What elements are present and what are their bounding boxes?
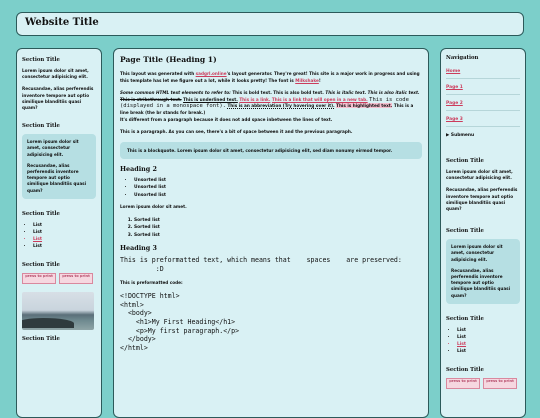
- left-blockquote: [22, 134, 96, 199]
- site-header: [16, 12, 524, 36]
- list-item: • Unsorted list: [134, 192, 422, 200]
- list-item: • List: [457, 334, 520, 341]
- left-section-text: Recusandae, alias perferendis inventore tempore aut optio similique blanditiis quasi quam?: [22, 86, 94, 111]
- right-section-title: Section Title: [446, 315, 484, 322]
- list-item: • Unsorted list: [134, 177, 422, 185]
- right-section-title: Section Title: [446, 158, 484, 164]
- left-section-title: Section Title: [22, 335, 60, 342]
- right-blockquote: [446, 239, 520, 304]
- font-link[interactable]: Milkshake: [295, 77, 319, 83]
- left-badges: [22, 273, 96, 284]
- right-badges: [446, 378, 520, 389]
- left-section-title: Section Title: [22, 261, 60, 268]
- list-item: • Unsorted list: [134, 184, 422, 192]
- unsorted-list: [120, 177, 422, 200]
- list-item: • List: [33, 243, 96, 250]
- list-item-link[interactable]: • List: [33, 236, 96, 243]
- list-item-link[interactable]: • List: [457, 341, 520, 348]
- highlighted-text: This is highlighted text.: [336, 103, 393, 109]
- page-title: Page Title (Heading 1): [120, 55, 217, 64]
- right-section-text: Lorem ipsum dolor sit amet, consectetur adipisicing elit.: [446, 169, 513, 181]
- lorem-line: Lorem ipsum dolor sit amet.: [120, 204, 187, 210]
- list-item: • List: [33, 229, 96, 236]
- heading-2: Heading 2: [120, 164, 157, 173]
- right-quote-text: Lorem ipsum dolor sit amet, consectetur adipisicing elit.: [451, 244, 503, 262]
- sample-link[interactable]: This is a link.: [239, 96, 271, 102]
- sorted-list: [120, 217, 422, 240]
- left-sidebar: [16, 48, 102, 418]
- list-item: • List: [457, 348, 520, 355]
- elements-intro: Some common HTML text elements to refer to:: [120, 90, 233, 96]
- press-badge[interactable]: press to print: [22, 273, 56, 284]
- nav-item-page-3[interactable]: Page 3: [446, 117, 520, 127]
- bold-text: This is bold text.: [232, 90, 272, 96]
- left-section-title: Section Title: [22, 210, 60, 217]
- intro-paragraph: This layout was generated with sadgrl.online's layout generator. They're great! This site is a major work in progress and using this template has let me figure out a lot, while it looks pretty! The font is Milkshake!: [120, 71, 420, 83]
- right-sidebar: [440, 48, 526, 418]
- second-paragraph: This is a paragraph. As you can see, there's a bit of space between it and the previous paragraph.: [120, 129, 353, 135]
- right-section-title: Section Title: [446, 228, 484, 235]
- strike-text: This is strikethrough text.: [120, 96, 182, 102]
- inline-code: This is code (displayed in a monospace font).: [120, 96, 409, 110]
- underline-text: This is underlined text.: [183, 96, 238, 102]
- elements-paragraph: [120, 90, 422, 123]
- left-quote-text: Recusandae, alias perferendis inventore tempore aut optio similique blanditiis quasi quam?: [27, 162, 87, 193]
- code-label: This is preformatted code:: [120, 279, 183, 285]
- nav-item-home[interactable]: Home: [446, 69, 520, 79]
- abbreviation[interactable]: This is an abbreviation (Try hovering over it).: [227, 103, 335, 109]
- list-item: • List: [457, 327, 520, 334]
- nav-item-page-1[interactable]: Page 1: [446, 85, 520, 95]
- submenu-toggle[interactable]: [446, 133, 520, 138]
- list-item: 1. Sorted list: [134, 217, 422, 225]
- left-section-text: Lorem ipsum dolor sit amet, consectetur adipisicing elit.: [22, 68, 89, 80]
- press-badge[interactable]: press to print: [483, 378, 517, 389]
- right-quote-text: Recusandae, alias perferendis inventore tempore aut optio similique blanditiis quasi quam?: [451, 267, 511, 298]
- sample-link-new-tab[interactable]: This is a link that will open in a new tab.: [271, 96, 368, 102]
- left-section-title: Section Title: [22, 123, 60, 130]
- intro-text: 's layout generator. They're great! This site is a major work in progress and using this template has let me figure out a lot, while it looks pretty! The font is: [120, 71, 420, 83]
- right-section-title: Section Title: [446, 366, 484, 373]
- press-badge[interactable]: press to print: [446, 378, 480, 389]
- line-break-note: It's different from a paragraph because it does not add space inbetween the lines of text.: [120, 116, 333, 122]
- triangle-right-icon: ▶: [446, 133, 450, 138]
- list-item: 2. Sorted list: [134, 224, 422, 232]
- list-item: • List: [33, 222, 96, 229]
- line-break-text: This is a line break (the br stands for break.): [120, 103, 414, 115]
- left-quote-text: Lorem ipsum dolor sit amet, consectetur adipisicing elit.: [27, 139, 79, 157]
- bold-text-2: This is also bold text.: [273, 90, 324, 96]
- right-list: [446, 327, 520, 355]
- preformatted-text: This is preformatted text, which means that spaces are preserved: :D: [120, 256, 402, 273]
- sadgrl-link[interactable]: sadgrl.online: [195, 71, 227, 76]
- code-block: <!DOCTYPE html> <html> <body> <h1>My First Heading</h1> <p>My first paragraph.</p> </body> </html>: [120, 292, 240, 352]
- italic-text-2: This is also italic text.: [367, 90, 420, 96]
- main-blockquote: This is a blockquote. Lorem ipsum dolor sit amet, consectetur adipisicing elit, sed diam nonumy eirmod tempor.: [120, 142, 422, 159]
- intro-text: This layout was generated with: [120, 71, 196, 76]
- nav-item-page-2[interactable]: Page 2: [446, 101, 520, 111]
- heading-3: Heading 3: [120, 244, 157, 253]
- main-content: [113, 48, 429, 418]
- landscape-photo: [22, 292, 94, 330]
- navigation-title: Navigation: [446, 55, 479, 61]
- site-title[interactable]: Website Title: [25, 17, 99, 28]
- submenu-label: Submenu: [450, 133, 475, 138]
- italic-text: This is italic text.: [325, 90, 367, 96]
- right-section-text: Recusandae, alias perferendis inventore tempore aut optio similique blanditiis quasi quam?: [446, 187, 518, 212]
- press-badge[interactable]: press to print: [59, 273, 93, 284]
- left-list: [22, 222, 96, 250]
- list-item: 3. Sorted list: [134, 232, 422, 240]
- left-section-title: Section Title: [22, 57, 60, 63]
